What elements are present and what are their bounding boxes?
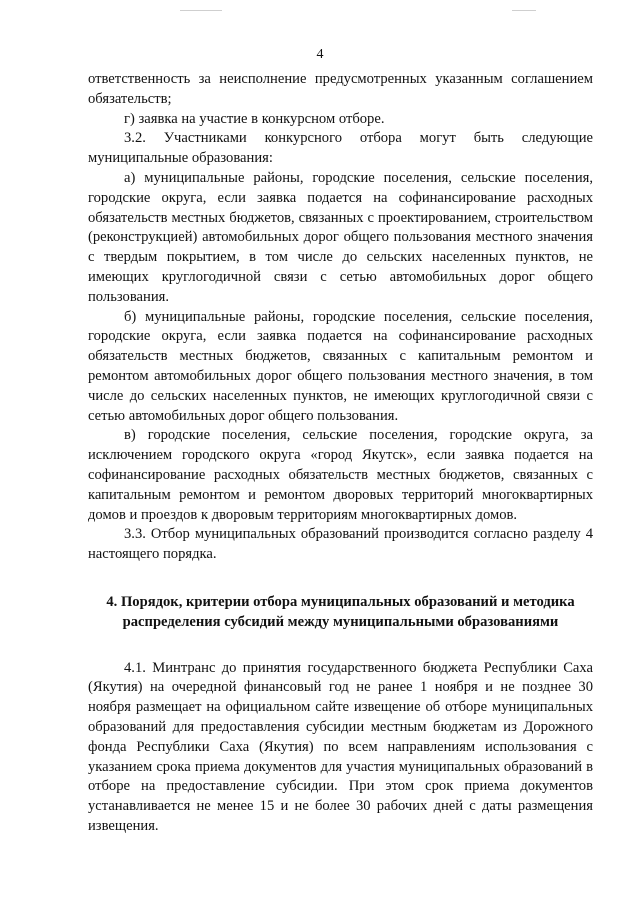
paragraph: ответственность за неисполнение предусмотренных указанным соглашением обязательств; — [88, 71, 593, 107]
paragraph: 4.1. Минтранс до принятия государственного бюджета Республики Саха (Якутия) на очередной финансовый год не ранее 1 ноября и не позднее 30 ноября размещает на официальном сайте извещение об отборе муниципальных образований для предоставления субсидии местным бюджетам из Дорожного фонда Республики Саха (Якутия) по всем направлениям использования с указанием срока приема документов для участия муниципальных образований в отборе на предоставление субсидии. При этом срок приема документов устанавливается не менее 15 и не более 30 рабочих дней с даты размещения извещения. — [88, 659, 593, 834]
paragraph: а) муниципальные районы, городские поселения, сельские поселения, городские округа, если заявка подается на софинансирование расходных обязательств местных бюджетов, связанных с проектированием, строительством (реконструкцией) автомобильных дорог общего пользования местного значения с твердым покрытием, в том числе до сельских населенных пунктов, не имеющих круглогодичной связи с сетью автомобильных дорог общего пользования. — [88, 169, 593, 305]
document-body — [88, 70, 593, 837]
paragraph: в) городские поселения, сельские поселения, городские округа, за исключением городского округа «город Якутск», если заявка подается на софинансирование расходных обязательств местных бюджетов, связанных с капитальным ремонтом и ремонтом дворовых территорий многоквартирных домов и проездов к дворовым территориям многоквартирных домов. — [88, 427, 593, 523]
paragraph: 3.2. Участниками конкурсного отбора могут быть следующие муниципальные образования: — [88, 130, 593, 167]
section-heading: 4. Порядок, критерии отбора муниципальных образований и методика распределения субсидий между муниципальными образованиями — [106, 593, 575, 630]
paragraph: г) заявка на участие в конкурсном отборе. — [124, 110, 385, 127]
paragraph: б) муниципальные районы, городские поселения, сельские поселения, городские округа, если заявка подается на софинансирование расходных обязательств местных бюджетов, связанных с капитальным ремонтом и ремонтом автомобильных дорог общего пользования местного значения, в том числе до сельских населенных пунктов, не имеющих круглогодичной связи с сетью автомобильных дорог общего пользования. — [88, 308, 593, 424]
scan-artifact — [512, 10, 536, 11]
paragraph: 3.3. Отбор муниципальных образований производится согласно разделу 4 настоящего порядка. — [88, 526, 593, 563]
scan-artifact — [180, 10, 222, 11]
page-number: 4 — [316, 47, 324, 62]
